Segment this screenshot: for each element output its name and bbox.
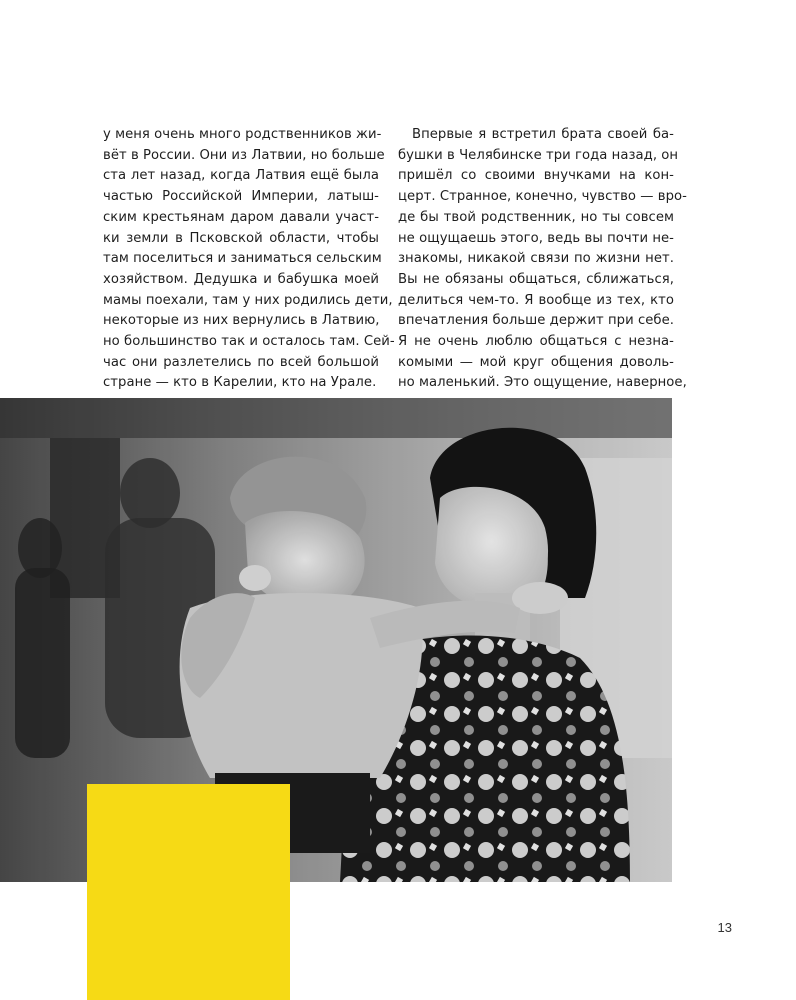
- text-line: де бы твой родственник, но ты совсем: [398, 209, 674, 225]
- text-line: бушки в Челябинске три года назад, он: [398, 147, 679, 163]
- text-line: хозяйством. Дедушка и бабушка моей: [103, 271, 379, 287]
- text-line: Я не очень люблю общаться с незна-: [398, 334, 674, 350]
- page-number: 13: [717, 920, 732, 935]
- text-line: у меня очень много родственников жи-: [103, 127, 382, 142]
- text-line: ста лет назад, когда Латвия ещё была: [103, 168, 379, 184]
- text-line: но большинство так и осталось там. Сей-: [103, 334, 395, 350]
- yellow-accent-block: [87, 784, 290, 1000]
- text-line: ским крестьянам даром давали участ-: [103, 209, 379, 225]
- text-line: Вы не обязаны общаться, сближаться,: [398, 271, 674, 287]
- text-line: мамы поехали, там у них родились дети,: [103, 292, 393, 308]
- text-line: комыми — мой круг общения доволь-: [398, 354, 674, 370]
- text-line: церт. Странное, конечно, чувство — вро-: [398, 189, 687, 205]
- text-line: не ощущаешь этого, ведь вы почти не-: [398, 230, 674, 246]
- text-line: вёт в России. Они из Латвии, но больше: [103, 147, 385, 163]
- text-line: пришёл со своими внучками на кон-: [398, 168, 674, 184]
- text-line: делиться чем-то. Я вообще из тех, кто: [398, 292, 674, 308]
- text-column-left: [103, 125, 395, 394]
- text-line: но маленький. Это ощущение, наверное,: [398, 375, 687, 391]
- text-line: стране — кто в Карелии, кто на Урале.: [103, 375, 377, 391]
- text-line: час они разлетелись по всей большой: [103, 354, 379, 370]
- text-line: впечатления больше держит при себе.: [398, 313, 674, 329]
- text-line: там поселиться и заниматься сельским: [103, 251, 382, 267]
- text-line: знакомы, никакой связи по жизни нет.: [398, 251, 674, 267]
- text-line: ки земли в Псковской области, чтобы: [103, 230, 379, 246]
- text-line: некоторые из них вернулись в Латвию,: [103, 313, 380, 329]
- text-line: Впервые я встретил брата своей ба-: [412, 127, 674, 142]
- text-column-right: [398, 125, 687, 394]
- text-line: частью Российской Империи, латыш-: [103, 189, 379, 205]
